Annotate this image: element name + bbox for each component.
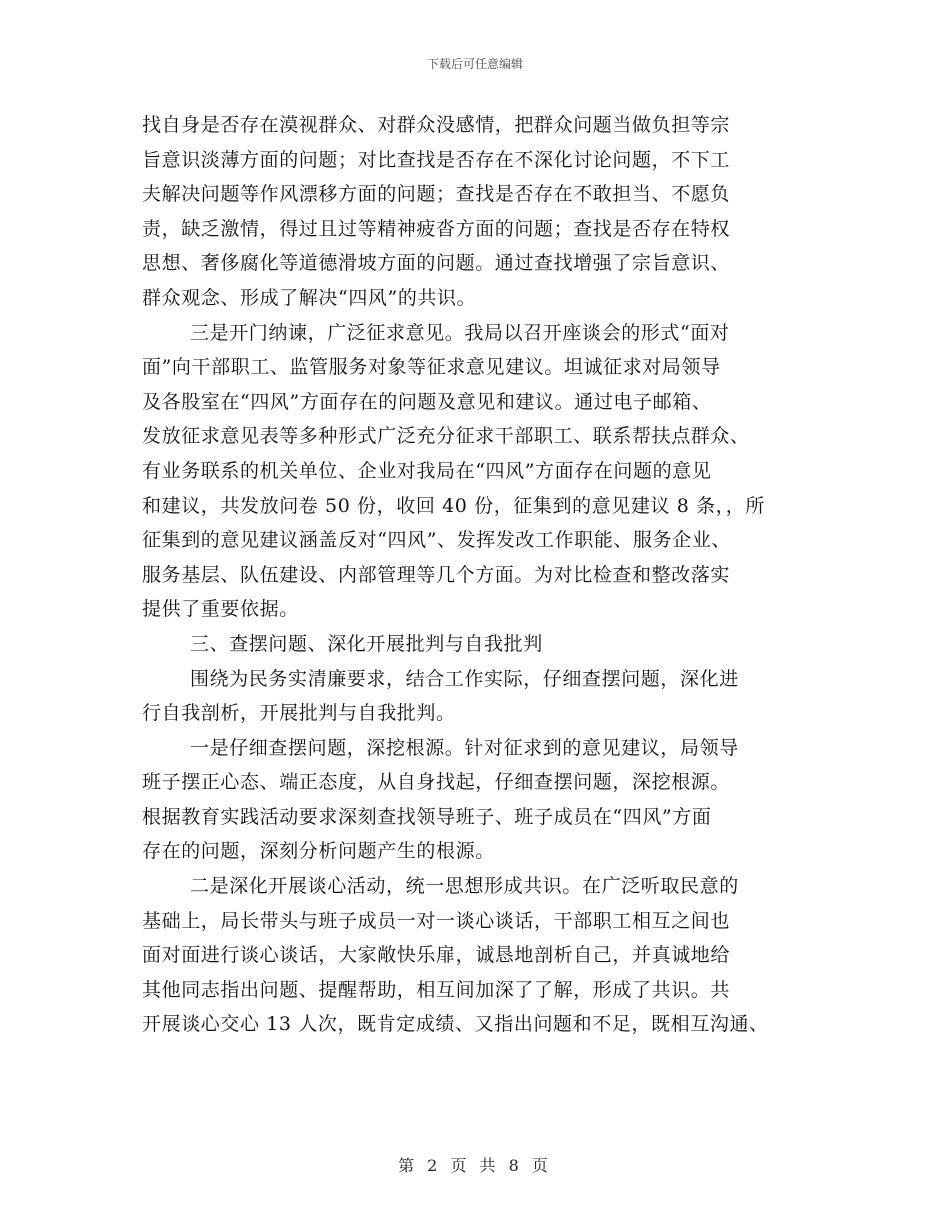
text-line: 和建议，共发放问卷 50 份，收回 40 份，征集到的意见建议 8 条，，所 (142, 494, 765, 517)
text-line: 服务基层、队伍建设、内部管理等几个方面。为对比检查和整改落实 (142, 563, 731, 586)
document-body (142, 108, 812, 1042)
text-line: 及各股室在“四风”方面存在的问题及意见和建议。通过电子邮箱、 (142, 390, 712, 413)
text-line: 其他同志指出问题、提醒帮助，相互间加深了了解，形成了共识。共 (142, 978, 731, 1001)
text-line: 找自身是否存在漠视群众、对群众没感情，把群众问题当做负担等宗 (142, 114, 731, 136)
text-line: 群众观念、形成了解决“四风”的共识。 (142, 286, 477, 309)
text-line: 有业务联系的机关单位、企业对我局在“四风”方面存在问题的意见 (142, 459, 712, 482)
text-line: 三是开门纳谏，广泛征求意见。我局以召开座谈会的形式“面对 (190, 321, 730, 344)
text-line: 夫解决问题等作风漂移方面的问题；查找是否存在不敢担当、不愿负 (142, 183, 731, 206)
text-line: 基础上，局长带头与班子成员一对一谈心谈话，干部职工相互之间也 (142, 909, 731, 932)
text-line: 存在的问题，深刻分析问题产生的根源。 (142, 840, 495, 863)
text-line: 班子摆正心态、端正态度，从自身找起，仔细查摆问题，深挖根源。 (142, 771, 731, 794)
text-line: 提供了重要依据。 (142, 598, 299, 621)
text-line: 发放征求意见表等多种形式广泛充分征求干部职工、联系帮扶点群众、 (142, 425, 750, 448)
text-line: 征集到的意见建议涵盖反对“四风”、发挥发改工作职能、服务企业、 (142, 529, 732, 552)
text-line: 面”向干部职工、监管服务对象等征求意见建议。坦诚征求对局领导 (142, 356, 721, 379)
text-line: 行自我剖析，开展批判与自我批判。 (142, 702, 456, 725)
text-line: 一是仔细查摆问题，深挖根源。针对征求到的意见建议，局领导 (190, 736, 739, 759)
page-footer: 第 2 页 共 8 页 (398, 1156, 552, 1175)
text-line: 开展谈心交心 13 人次，既肯定成绩、又指出问题和不足，既相互沟通、 (142, 1013, 769, 1036)
text-line: 旨意识淡薄方面的问题；对比查找是否存在不深化讨论问题，不下工 (142, 148, 731, 171)
text-line: 二是深化开展谈心活动，统一思想形成共识。在广泛听取民意的 (190, 875, 739, 898)
text-line: 围绕为民务实清廉要求，结合工作实际，仔细查摆问题，深化进 (190, 667, 739, 690)
text-line: 根据教育实践活动要求深刻查找领导班子、班子成员在“四风”方面 (142, 805, 712, 828)
text-line: 面对面进行谈心谈话，大家敞快乐扉，诚恳地剖析自己，并真诚地给 (142, 944, 731, 967)
text-line: 责，缺乏激情，得过且过等精神疲沓方面的问题；查找是否存在特权 (142, 217, 731, 240)
text-line: 三、查摆问题、深化开展批判与自我批判 (190, 632, 543, 655)
page-header: 下载后可任意编辑 (426, 57, 523, 71)
text-line: 思想、奢侈腐化等道德滑坡方面的问题。通过查找增强了宗旨意识、 (142, 252, 731, 275)
